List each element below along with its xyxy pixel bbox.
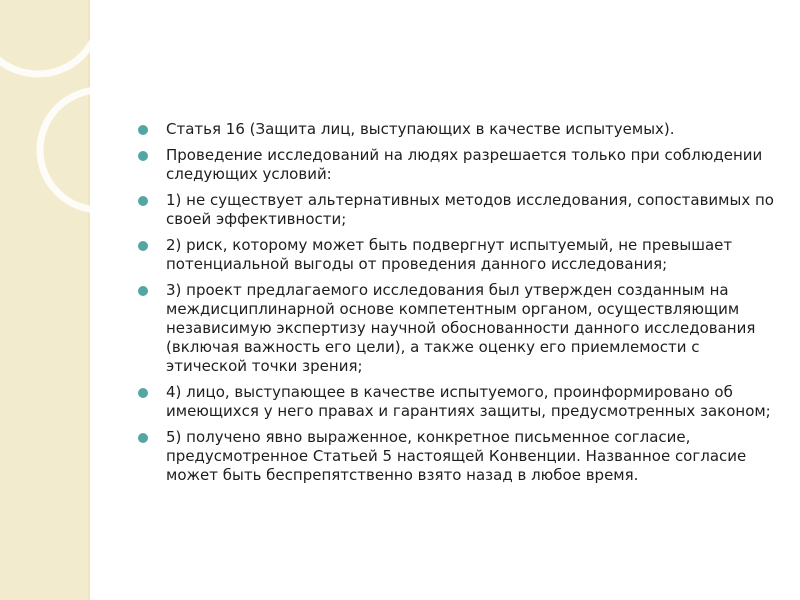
bullet-list xyxy=(138,120,778,492)
bullet-dot-icon xyxy=(138,125,148,135)
bullet-dot-icon xyxy=(138,151,148,161)
bullet-text: 2) риск, которому может быть подвергнут испытуемый, не превышает потенциальной выгоды от проведения данного исследования; xyxy=(166,236,733,273)
bullet-text: 1) не существует альтернативных методов исследования, сопоставимых по своей эффективности; xyxy=(166,191,774,228)
bullet-text: 5) получено явно выраженное, конкретное письменное согласие, предусмотренное Статьей 5 настоящей Конвенции. Названное согласие может быть беспрепятственно взято назад в любое время. xyxy=(166,428,747,484)
bullet-item-condition-3 xyxy=(138,281,778,376)
ring-ornament-icon xyxy=(0,0,160,240)
bullet-item-condition-5 xyxy=(138,428,778,485)
bullet-dot-icon xyxy=(138,241,148,251)
bullet-text: Проведение исследований на людях разрешается только при соблюдении следующих условий: xyxy=(166,146,763,183)
bullet-text: 4) лицо, выступающее в качестве испытуемого, проинформировано об имеющихся у него правах и гарантиях защиты, предусмотренных законом; xyxy=(166,383,771,420)
bullet-text: 3) проект предлагаемого исследования был утвержден созданным на междисциплинарной основе компетентным органом, осуществляющим независимую экспертизу научной обоснованности данного исследования (включая важность его цели), а также оценку его приемлемости с этической точки зрения; xyxy=(166,281,756,375)
bullet-dot-icon xyxy=(138,388,148,398)
bullet-dot-icon xyxy=(138,433,148,443)
bullet-item-condition-1 xyxy=(138,191,778,229)
bullet-dot-icon xyxy=(138,286,148,296)
bullet-item-article-16 xyxy=(138,120,778,139)
bullet-item-conditions-intro xyxy=(138,146,778,184)
bullet-item-condition-2 xyxy=(138,236,778,274)
bullet-dot-icon xyxy=(138,196,148,206)
bullet-item-condition-4 xyxy=(138,383,778,421)
bullet-text: Статья 16 (Защита лиц, выступающих в качестве испытуемых). xyxy=(166,120,675,138)
